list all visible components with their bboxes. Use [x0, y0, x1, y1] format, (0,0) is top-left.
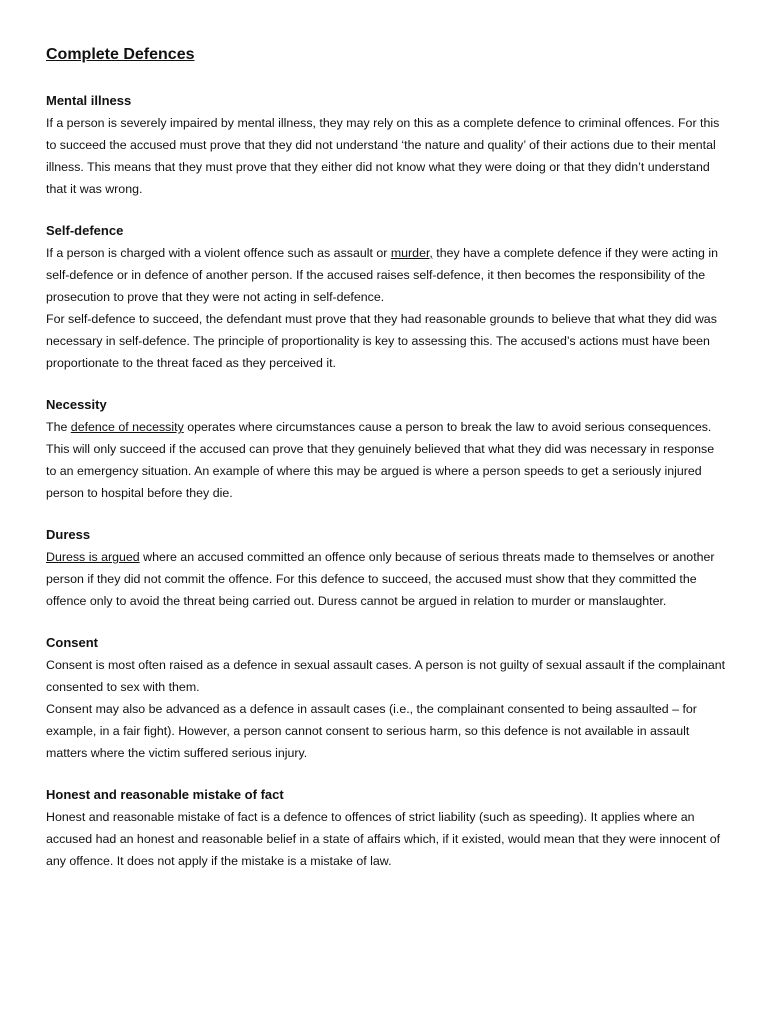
section-paragraph: Honest and reasonable mistake of fact is a defence to offences of strict liability (such as speeding). It applies where an accused had an honest and reasonable belief in a state of affairs which, if it existed, would mean that they were innocent of any offence. It does not apply if the mistake is a mistake of law.: [46, 810, 721, 868]
paragraph-text: If a person is charged with a violent offence such as assault or: [46, 246, 391, 260]
section-heading: Self-defence: [46, 223, 124, 238]
section-paragraph: [46, 546, 726, 612]
section-paragraph: If a person is severely impaired by mental illness, they may rely on this as a complete defence to criminal offences. For this to succeed the accused must prove that they did not understand ‘the nature and quality’ of their actions due to their mental illness. This means that they must prove that they either did not know what they were doing or that they didn’t understand that it was wrong.: [46, 116, 720, 196]
section-paragraph: [46, 242, 726, 308]
section-heading: Mental illness: [46, 93, 132, 108]
duress-is-argued-link[interactable]: Duress is argued: [46, 550, 140, 564]
section-paragraph: [46, 416, 726, 504]
section-paragraph: For self-defence to succeed, the defendant must prove that they had reasonable grounds to believe that what they did was necessary in self-defence. The principle of proportionality is key to assessing this. The accused’s actions must have been proportionate to the threat faced as they perceived it.: [46, 312, 717, 370]
section-self-defence: [46, 220, 726, 374]
paragraph-text: operates where circumstances cause a person to break the law to avoid serious consequences. This will only succeed if the accused can prove that they genuinely believed that what they did was necessary in response to an emergency situation. An example of where this may be argued is where a person speeds to get a seriously injured person to hospital before they die.: [46, 420, 715, 500]
paragraph-text: The: [46, 420, 71, 434]
section-heading: Necessity: [46, 397, 107, 412]
section-necessity: [46, 394, 726, 504]
section-paragraph: Consent may also be advanced as a defence in assault cases (i.e., the complainant consented to being assaulted – for example, in a fair fight). However, a person cannot consent to serious harm, so this defence is not available in assault matters where the victim suffered serious injury.: [46, 702, 697, 760]
section-paragraph: Consent is most often raised as a defence in sexual assault cases. A person is not guilty of sexual assault if the complainant consented to sex with them.: [46, 658, 726, 694]
paragraph-text: they have a complete defence if they were acting in self-defence or in defence of another person. If the accused raises self-defence, it then becomes the responsibility of the prosecution to prove that they were not acting in self-defence.: [46, 246, 719, 304]
page-title: Complete Defences: [46, 46, 195, 63]
section-duress: [46, 524, 726, 612]
section-mental-illness: [46, 90, 726, 200]
section-mistake-of-fact: [46, 784, 726, 872]
section-heading: Consent: [46, 635, 98, 650]
section-heading: Honest and reasonable mistake of fact: [46, 787, 284, 802]
document-page: [46, 44, 726, 892]
section-heading: Duress: [46, 527, 91, 542]
murder-link[interactable]: murder,: [390, 246, 433, 260]
section-consent: [46, 632, 726, 764]
defence-of-necessity-link[interactable]: defence of necessity: [70, 420, 184, 434]
paragraph-text: where an accused committed an offence only because of serious threats made to themselves or another person if they did not commit the offence. For this defence to succeed, the accused must show that they committed the offence only to avoid the threat being carried out. Duress cannot be argued in relation to murder or manslaughter.: [46, 550, 715, 608]
